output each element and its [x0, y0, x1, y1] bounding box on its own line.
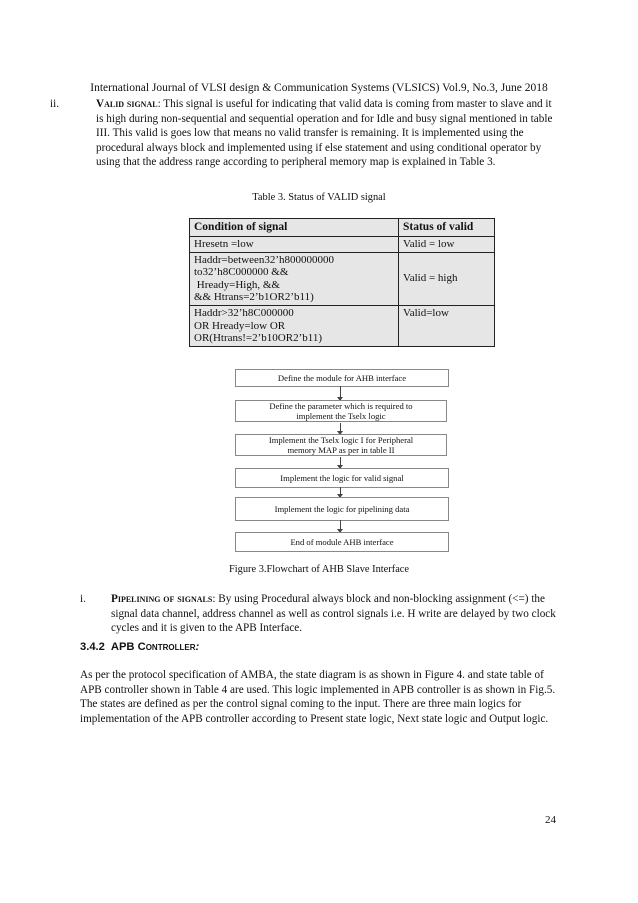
- flowchart-step: End of module AHB interface: [235, 532, 449, 552]
- column-header-status: Status of valid: [399, 219, 495, 237]
- flowchart-arrow: [340, 457, 341, 468]
- title-colon: :: [212, 593, 216, 605]
- page-number: 24: [545, 814, 556, 826]
- section-number: 3.4.2: [80, 641, 105, 653]
- flowchart-step: Define the parameter which is required to implement the Tselx logic: [235, 400, 447, 422]
- valid-signal-text: This signal is useful for indicating that valid data is coming from master to slave and it is high during non-sequential and sequential operation and for Idle and busy signal mentioned in table III. This valid is goes low that means no valid transfer is remaining. It is implemented using the procedural always block and implemented using if else statement and using conditional operator by using that the address range according to peripheral memory map is explained in Table 3.: [96, 98, 553, 169]
- valid-status-table: [189, 218, 495, 347]
- flowchart-arrow: [340, 423, 341, 434]
- status-cell: Valid = low: [399, 237, 495, 253]
- table-row: [190, 252, 495, 305]
- apb-controller-paragraph: As per the protocol specification of AMBA, the state diagram is as shown in Figure 4. and state table of APB controller shown in Table 4 are used. This logic implemented in APB controller is as shown in Fig.5. The states are defined as per the control signal coming to the input. There are three main logics for implementation of the APB controller according to Present state logic, Next state logic and Output logic.: [80, 669, 556, 725]
- condition-line: && Htrans=2’b1OR2’b11): [194, 291, 314, 304]
- condition-cell: [190, 237, 399, 253]
- table3-caption: Table 3. Status of VALID signal: [252, 192, 386, 203]
- condition-line: OR(Htrans!=2’b10OR2’b11): [194, 332, 322, 345]
- flowchart-arrow: [340, 487, 341, 497]
- condition-line: to32’h8C000000 &&: [194, 266, 289, 279]
- status-value: Valid=low: [403, 306, 449, 319]
- flowchart-step: Implement the logic for valid signal: [235, 468, 449, 488]
- condition-cell: [190, 305, 399, 346]
- section-title: APB Controller: [110, 641, 196, 653]
- flowchart-step: Define the module for AHB interface: [235, 369, 449, 387]
- valid-signal-title: Valid signal: [96, 98, 158, 110]
- section-colon: :: [195, 641, 200, 653]
- figure3-caption: Figure 3.Flowchart of AHB Slave Interface: [228, 564, 410, 575]
- pipelining-title: Pipelining of signals: [111, 593, 213, 605]
- column-header-condition: Condition of signal: [190, 219, 399, 237]
- condition-line: OR Hready=low OR: [194, 319, 286, 332]
- condition-cell: [190, 252, 399, 305]
- table-header-row: [190, 219, 495, 237]
- condition-line: Haddr>32’h8C000000: [194, 306, 294, 319]
- pipelining-text: By using Procedural always block and non-blocking assignment (<=) the signal data channel, address channel as well as control signals i.e. H write are delayed by two clock cycles and it is given to the APB Interface.: [111, 593, 556, 635]
- table-row: [190, 305, 495, 346]
- status-cell: [399, 305, 495, 346]
- list-marker: i.: [80, 593, 86, 605]
- pipelining-paragraph: [80, 592, 558, 636]
- flowchart-arrow: [340, 386, 341, 400]
- condition-line: Hresetn =low: [194, 238, 254, 250]
- status-cell: Valid = high: [399, 252, 495, 305]
- flowchart-step: Implement the logic for pipelining data: [235, 497, 449, 521]
- section-heading: [80, 641, 199, 653]
- list-marker: ii.: [50, 98, 60, 110]
- flowchart-arrow: [340, 520, 341, 532]
- table-row: [190, 237, 495, 253]
- flowchart-step: Implement the Tselx logic I for Peripheral memory MAP as per in table II: [235, 434, 447, 456]
- valid-signal-paragraph: [50, 97, 558, 170]
- condition-line: Hready=High, &&: [194, 278, 280, 291]
- title-colon: :: [157, 98, 161, 110]
- running-head: International Journal of VLSI design & Communication Systems (VLSICS) Vol.9, No.3, June 2018: [90, 82, 548, 94]
- condition-line: Haddr=between32’h800000000: [194, 253, 335, 266]
